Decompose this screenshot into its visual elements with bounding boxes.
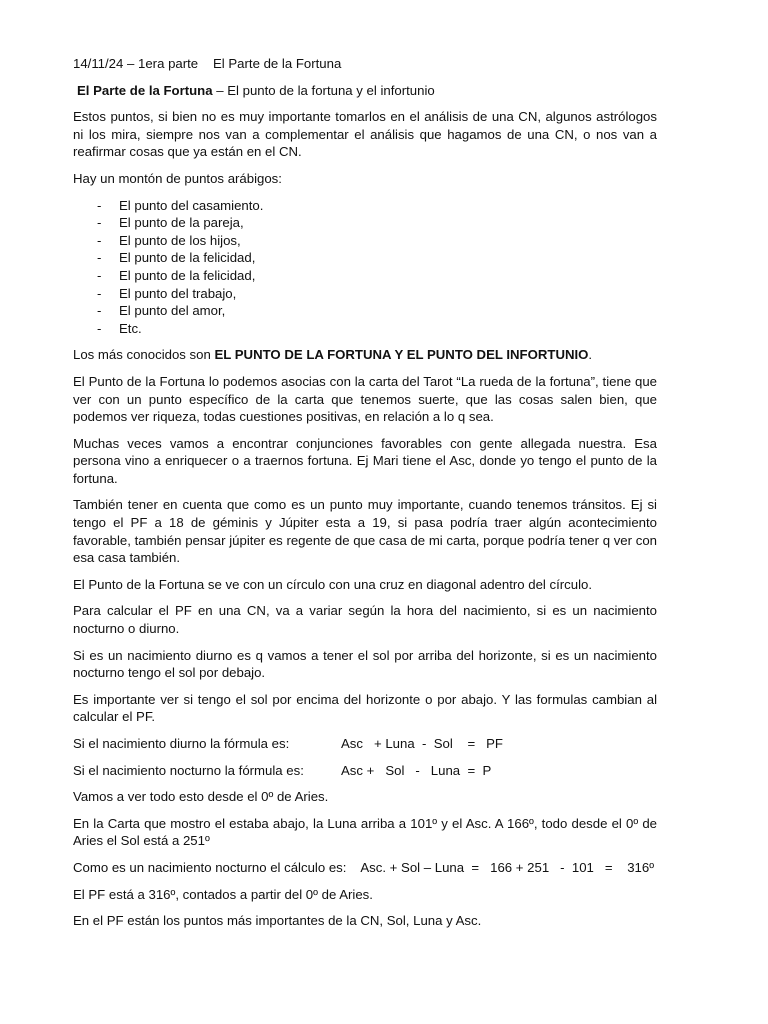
list-item-text: El punto del amor, xyxy=(119,303,226,319)
list-item-text: Etc. xyxy=(119,320,142,336)
list-marker: - xyxy=(97,232,102,248)
list-item-text: El punto de la pareja, xyxy=(119,215,244,231)
paragraph-tarot: El Punto de la Fortuna lo podemos asocias con la carta del Tarot “La rueda de la fortuna”, tiene que ver con un punto específico de la carta que tenemos suerte, que las cosas salen bien, que podemos ver riqueza, todas cuestiones positivas, en relación a lo q sea. xyxy=(73,373,657,425)
list-marker: - xyxy=(97,197,102,213)
list-item-text: El punto de la felicidad, xyxy=(119,250,256,266)
list-marker: - xyxy=(97,267,102,283)
paragraph-chart-example: En la Carta que mostro el estaba abajo, la Luna arriba a 101º y el Asc. A 166º, todo desde el 0º de Aries el Sol está a 251º xyxy=(73,815,657,849)
header-date: 14/11/24 – 1era parte xyxy=(73,56,199,71)
list-item xyxy=(73,320,657,338)
formula-day-label: Si el nacimiento diurno la fórmula es: xyxy=(73,736,290,751)
list-item xyxy=(73,197,657,215)
subtitle-bold: El Parte de la Fortuna xyxy=(77,82,213,98)
header-title: El Parte de la Fortuna xyxy=(213,56,342,71)
list-item xyxy=(73,302,657,320)
list-marker: - xyxy=(97,303,102,319)
paragraph-calculate: Para calcular el PF en una CN, va a variar según la hora del nacimiento, si es un nacimiento nocturno o diurno. xyxy=(73,603,657,637)
document-page xyxy=(73,55,657,939)
calc-expression: Asc. + Sol – Luna = 166 + 251 - 101 = 316º xyxy=(360,859,655,875)
known-points-pre: Los más conocidos son xyxy=(73,347,215,363)
paragraph-symbol: El Punto de la Fortuna se ve con un círculo con una cruz en diagonal adentro del círculo. xyxy=(73,576,593,592)
paragraph-day-night: Si es un nacimiento diurno es q vamos a tener el sol por arriba del horizonte, si es un nacimiento nocturno tengo el sol por debajo. xyxy=(73,647,657,681)
document-header xyxy=(73,55,657,73)
arabic-points-list xyxy=(73,197,657,338)
paragraph-pf-result: El PF está a 316º, contados a partir del 0º de Aries. xyxy=(73,886,373,902)
list-item xyxy=(73,267,657,285)
paragraph-pf-summary: En el PF están los puntos más importantes de la CN, Sol, Luna y Asc. xyxy=(73,913,482,929)
paragraph-list-intro: Hay un montón de puntos arábigos: xyxy=(73,170,282,186)
list-marker: - xyxy=(97,285,102,301)
list-marker: - xyxy=(97,320,102,336)
paragraph-transits: También tener en cuenta que como es un punto muy importante, cuando tenemos tránsitos. Ej si tengo el PF a 18 de géminis y Júpiter esta a 19, si pasa podría traer algún acontecimiento favorable, también pensar júpiter es regente de que casa de mi carta, porque podría tener q ver con esa casa también. xyxy=(73,497,657,566)
paragraph-intro: Estos puntos, si bien no es muy importante tomarlos en el análisis de una CN, algunos astrólogos ni los mira, siempre nos van a complementar el análisis que hagamos de una CN, o nos van a reafirmar cosas que ya están en el CN. xyxy=(73,109,657,160)
list-item-text: El punto del casamiento. xyxy=(119,197,264,213)
formula-day-expression: Asc + Luna - Sol = PF xyxy=(341,736,503,751)
list-item xyxy=(73,249,657,267)
paragraph-known-points xyxy=(73,346,657,364)
paragraph-aries: Vamos a ver todo esto desde el 0º de Aries. xyxy=(73,789,329,805)
known-points-bold: EL PUNTO DE LA FORTUNA Y EL PUNTO DEL INFORTUNIO xyxy=(214,347,589,363)
document-subtitle xyxy=(73,82,657,100)
paragraph-conjunctions: Muchas veces vamos a encontrar conjunciones favorables con gente allegada nuestra. Esa persona vino a enriquecer o a traernos fortuna. Ej Mari tiene el Asc, donde yo tengo el punto de la fortuna. xyxy=(73,435,657,486)
list-marker: - xyxy=(97,215,102,231)
calc-label: Como es un nacimiento nocturno el cálculo es: xyxy=(73,859,347,875)
known-points-post: . xyxy=(588,347,593,363)
formula-night-expression: Asc + Sol - Luna = P xyxy=(341,762,492,778)
list-item-text: El punto del trabajo, xyxy=(119,285,237,301)
list-item xyxy=(73,285,657,303)
list-marker: - xyxy=(97,250,102,266)
calculation-row xyxy=(73,859,657,877)
formula-night xyxy=(73,762,657,780)
subtitle-rest: – El punto de la fortuna y el infortunio xyxy=(212,82,435,98)
list-item xyxy=(73,214,657,232)
formula-day xyxy=(73,735,657,753)
list-item xyxy=(73,232,657,250)
paragraph-horizon: Es importante ver si tengo el sol por encima del horizonte o por abajo. Y las formulas cambian al calcular el PF. xyxy=(73,691,657,725)
formula-night-label: Si el nacimiento nocturno la fórmula es: xyxy=(73,762,304,778)
list-item-text: El punto de los hijos, xyxy=(119,232,241,248)
list-item-text: El punto de la felicidad, xyxy=(119,267,256,283)
